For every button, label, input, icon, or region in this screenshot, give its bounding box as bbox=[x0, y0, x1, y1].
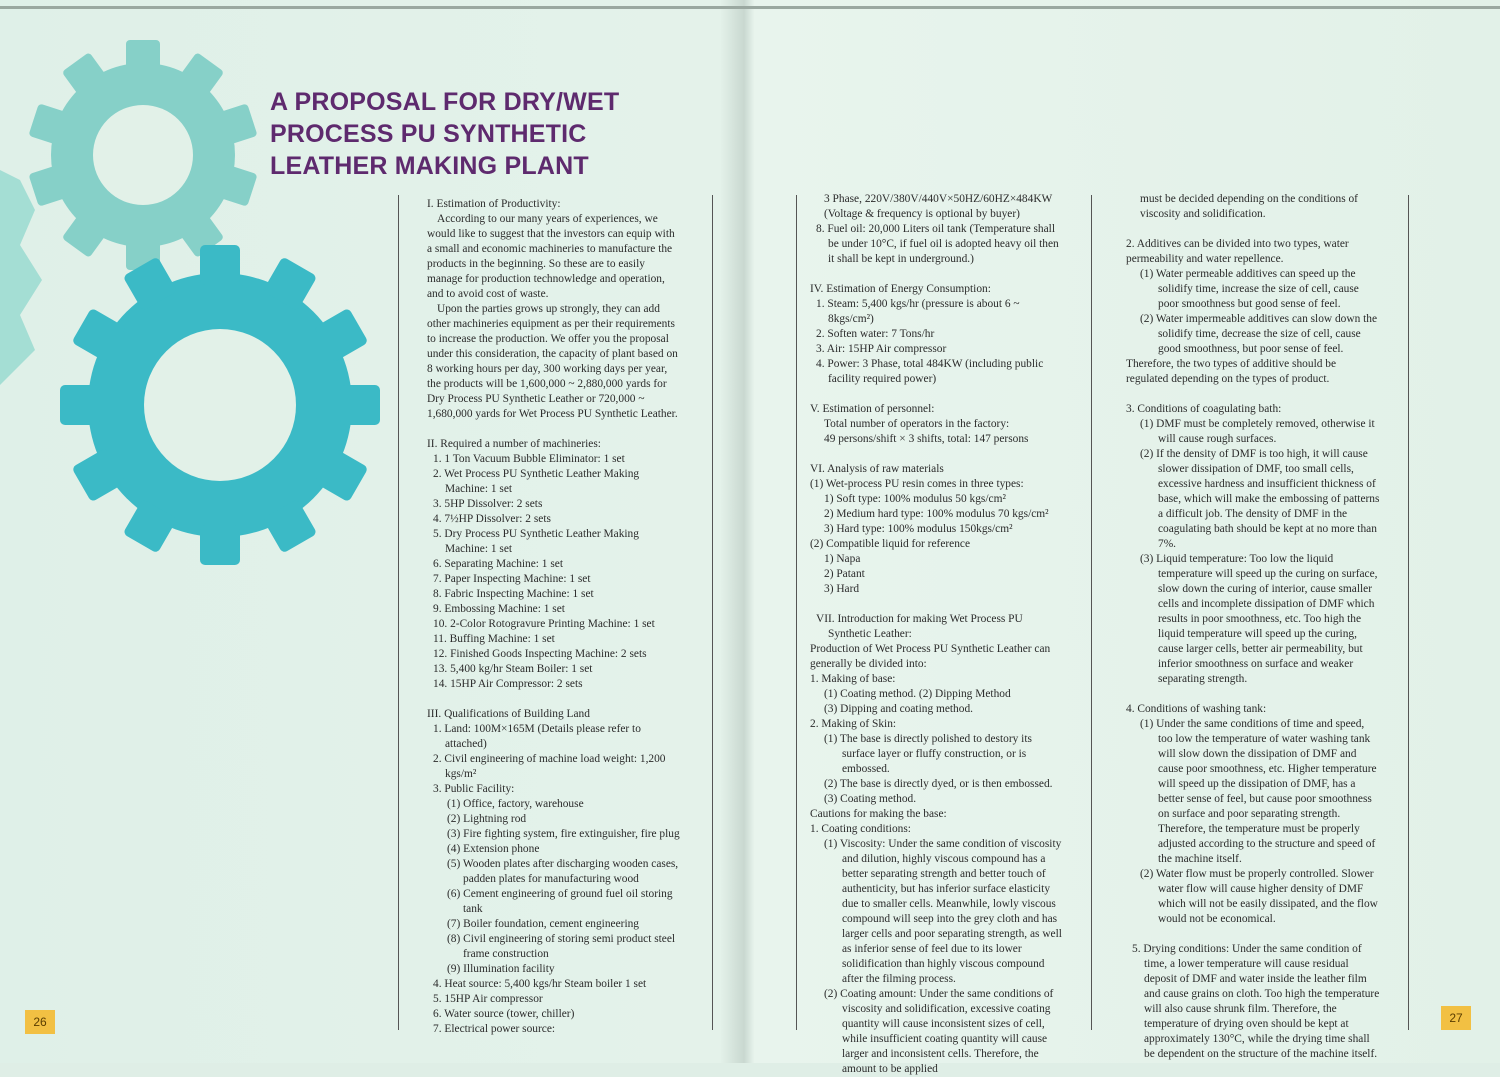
text-line: 5. 15HP Air compressor bbox=[433, 993, 543, 1005]
text-line: 7. Electrical power source: bbox=[433, 1023, 556, 1035]
text-line: (1) Water permeable additives can speed up the solidify time, increase the size of cell, cause poor smoothness but good sense of feel. bbox=[1140, 268, 1359, 310]
text-line: (1) Coating method. (2) Dipping Method bbox=[824, 688, 1011, 700]
column-rule bbox=[1091, 195, 1092, 1030]
title-line: A PROPOSAL FOR DRY/WET bbox=[270, 88, 620, 116]
text-line: 1. Coating conditions: bbox=[810, 823, 911, 835]
paragraph-gap bbox=[1126, 387, 1380, 402]
text-line: (2) Lightning rod bbox=[447, 813, 527, 825]
page-title bbox=[270, 86, 619, 182]
page-number-left: 26 bbox=[25, 1010, 55, 1034]
text-line: 5. Drying conditions: Under the same condition of time, a lower temperature will cause residual deposit of DMF and water inside the leather film and cause grains on cloth. Too high the temperature will also cause shrunk film. Therefore, the temperature of drying oven should be kept at approximately 130°C, while the drying time shall be dependent on the structure of the machine itself. bbox=[1132, 943, 1380, 1060]
text-line: VII. Introduction for making Wet Process PU Synthetic Leather: bbox=[816, 613, 1023, 640]
gear-icon-dark bbox=[50, 235, 390, 575]
column-rule bbox=[712, 195, 713, 1030]
text-line: According to our many years of experiences, we would like to suggest that the investors can equip with a small and economic machineries to manufacture the products in the beginning. So these are to easily manage for production technowledge and operation, and to avoid cost of waste. bbox=[427, 213, 675, 300]
text-line: 2. Soften water: 7 Tons/hr bbox=[816, 328, 935, 340]
text-line: 3. Air: 15HP Air compressor bbox=[816, 343, 947, 355]
text-line: 2) Medium hard type: 100% modulus 70 kgs/cm² bbox=[824, 508, 1049, 520]
paragraph-gap bbox=[810, 387, 1065, 402]
column-rule bbox=[1408, 195, 1409, 1030]
text-line: (3) Dipping and coating method. bbox=[824, 703, 973, 715]
text-line: Cautions for making the base: bbox=[810, 808, 947, 820]
text-line: (Voltage & frequency is optional by buyer) bbox=[824, 208, 1020, 220]
paragraph-gap bbox=[427, 692, 681, 707]
text-line: (8) Civil engineering of storing semi product steel frame construction bbox=[447, 933, 676, 960]
text-line: 1. Land: 100M×165M (Details please refer to attached) bbox=[433, 723, 641, 750]
text-line: Total number of operators in the factory: bbox=[824, 418, 1010, 430]
text-line: 12. Finished Goods Inspecting Machine: 2 sets bbox=[433, 648, 647, 660]
text-line: (9) Illumination facility bbox=[447, 963, 555, 975]
text-line: 3. Conditions of coagulating bath: bbox=[1126, 403, 1282, 415]
text-line: 3) Hard bbox=[824, 583, 860, 595]
text-column-1 bbox=[427, 197, 681, 1037]
title-line: PROCESS PU SYNTHETIC bbox=[270, 120, 587, 148]
text-line: 2. Making of Skin: bbox=[810, 718, 897, 730]
text-line: 10. 2-Color Rotogravure Printing Machine: 1 set bbox=[433, 618, 655, 630]
text-line: III. Qualifications of Building Land bbox=[427, 708, 590, 720]
text-line: 3 Phase, 220V/380V/440V×50HZ/60HZ×484KW bbox=[824, 193, 1053, 205]
text-line: 1) Napa bbox=[824, 553, 861, 565]
text-line: (2) The base is directly dyed, or is then embossed. bbox=[824, 778, 1053, 790]
text-line: 2. Wet Process PU Synthetic Leather Making Machine: 1 set bbox=[433, 468, 640, 495]
paragraph-gap bbox=[1126, 222, 1380, 237]
text-line: IV. Estimation of Energy Consumption: bbox=[810, 283, 991, 295]
text-line: 13. 5,400 kg/hr Steam Boiler: 1 set bbox=[433, 663, 593, 675]
text-line: 3) Hard type: 100% modulus 150kgs/cm² bbox=[824, 523, 1013, 535]
text-line: (1) DMF must be completely removed, otherwise it will cause rough surfaces. bbox=[1140, 418, 1375, 445]
text-line: (1) Under the same conditions of time and speed, too low the temperature of water washing tank will slow down the dissipation of DMF and cause poor smoothness, etc. Higher temperature will speed up the dissipation of DMF, has a better sense of feel, but cause poor smoothness on surface and poor separating strength. Therefore, the temperature must be properly adjusted according to the structure and speed of the machine itself. bbox=[1140, 718, 1377, 865]
text-line: 8. Fabric Inspecting Machine: 1 set bbox=[433, 588, 594, 600]
text-line: I. Estimation of Productivity: bbox=[427, 198, 561, 210]
text-line: 11. Buffing Machine: 1 set bbox=[433, 633, 555, 645]
text-line: VI. Analysis of raw materials bbox=[810, 463, 944, 475]
paragraph-gap bbox=[427, 422, 681, 437]
text-line: (3) Fire fighting system, fire extinguisher, fire plug bbox=[447, 828, 680, 840]
paragraph-gap bbox=[1126, 687, 1380, 702]
text-column-3 bbox=[1126, 192, 1380, 1062]
text-line: 14. 15HP Air Compressor: 2 sets bbox=[433, 678, 583, 690]
text-line: 5. Dry Process PU Synthetic Leather Making Machine: 1 set bbox=[433, 528, 639, 555]
text-line: V. Estimation of personnel: bbox=[810, 403, 935, 415]
text-line: 3. 5HP Dissolver: 2 sets bbox=[433, 498, 543, 510]
text-line: (2) Water impermeable additives can slow down the solidify time, decrease the size of cell, cause good smoothness, but poor sense of feel. bbox=[1140, 313, 1378, 355]
paragraph-gap bbox=[1126, 927, 1380, 942]
text-line: 1) Soft type: 100% modulus 50 kgs/cm² bbox=[824, 493, 1006, 505]
text-line: (1) The base is directly polished to destory its surface layer or fluffy construction, or is embossed. bbox=[824, 733, 1032, 775]
paragraph-gap bbox=[810, 267, 1065, 282]
text-line: 3. Public Facility: bbox=[433, 783, 515, 795]
text-line: Upon the parties grows up strongly, they can add other machineries equipment as per their requirements to increase the production. We offer you the proposal under this consideration, the capacity of plant based on 8 working hours per day, 300 working days per year, the products will be 1,600,000 ~ 2,880,000 yards for Dry Process PU Synthetic Leather or 720,000 ~ 1,680,000 yards for Wet Process PU Synthetic Leather. bbox=[427, 303, 678, 420]
text-line: 2. Additives can be divided into two types, water permeability and water repellence. bbox=[1126, 238, 1349, 265]
text-line: 4. 7½HP Dissolver: 2 sets bbox=[433, 513, 551, 525]
text-line: 6. Water source (tower, chiller) bbox=[433, 1008, 575, 1020]
text-line: Production of Wet Process PU Synthetic Leather can generally be divided into: bbox=[810, 643, 1051, 670]
text-line: (5) Wooden plates after discharging wooden cases, padden plates for manufacturing wood bbox=[447, 858, 679, 885]
text-line: 1. Steam: 5,400 kgs/hr (pressure is about 6 ~ 8kgs/cm²) bbox=[816, 298, 1020, 325]
text-line: must be decided depending on the conditions of viscosity and solidification. bbox=[1140, 193, 1358, 220]
text-line: 9. Embossing Machine: 1 set bbox=[433, 603, 565, 615]
text-line: (7) Boiler foundation, cement engineering bbox=[447, 918, 639, 930]
text-line: (3) Coating method. bbox=[824, 793, 917, 805]
text-line: (1) Office, factory, warehouse bbox=[447, 798, 584, 810]
text-line: 1. Making of base: bbox=[810, 673, 896, 685]
column-rule bbox=[398, 195, 399, 1030]
top-edge bbox=[0, 6, 1500, 9]
text-line: (4) Extension phone bbox=[447, 843, 540, 855]
text-line: (1) Viscosity: Under the same condition of viscosity and dilution, highly viscous compound has a better separating strength and better touch of authenticity, but has inferior surface elasticity due to smaller cells. Meanwhile, lowly viscous compound will seep into the grey cloth and has larger cells and poor separating strength, as well as inferior sense of feel due to its lower solidification than highly viscous compound after the filming process. bbox=[824, 838, 1062, 985]
text-line: 4. Heat source: 5,400 kgs/hr Steam boiler 1 set bbox=[433, 978, 647, 990]
paragraph-gap bbox=[810, 597, 1065, 612]
page-number-right: 27 bbox=[1441, 1006, 1471, 1030]
text-line: (2) Coating amount: Under the same conditions of viscosity and solidification, excessive coating quantity will cause inconsistent sizes of cell, while insufficient coating quantity will cause larger and inconsistent cells. Therefore, the amount to be applied bbox=[824, 988, 1054, 1075]
paragraph-gap bbox=[810, 447, 1065, 462]
text-line: Therefore, the two types of additive should be regulated depending on the types of product. bbox=[1126, 358, 1337, 385]
column-rule bbox=[796, 195, 797, 1030]
text-line: (2) Water flow must be properly controlled. Slower water flow will cause higher density of DMF which will not be easily dissipated, and the flow would not be economical. bbox=[1140, 868, 1378, 925]
text-line: 4. Conditions of washing tank: bbox=[1126, 703, 1267, 715]
text-line: (3) Liquid temperature: Too low the liquid temperature will speed up the curing on surface, slow down the curing of interior, cause smaller cells and incomplete dissipation of DMF which results in poor smoothness, etc. Too high the liquid temperature will speed up the curing, cause larger cells, better air permeability, but inferior smoothness on surface and weaker separating strength. bbox=[1140, 553, 1378, 685]
text-line: 1. 1 Ton Vacuum Bubble Eliminator: 1 set bbox=[433, 453, 625, 465]
text-line: (2) Compatible liquid for reference bbox=[810, 538, 971, 550]
text-line: 4. Power: 3 Phase, total 484KW (including public facility required power) bbox=[816, 358, 1044, 385]
text-line: II. Required a number of machineries: bbox=[427, 438, 601, 450]
text-line: 6. Separating Machine: 1 set bbox=[433, 558, 564, 570]
text-line: 8. Fuel oil: 20,000 Liters oil tank (Temperature shall be under 10°C, if fuel oil is adopted heavy oil then it shall be kept in underground.) bbox=[816, 223, 1059, 265]
text-line: 2) Patant bbox=[824, 568, 865, 580]
text-line: (2) If the density of DMF is too high, it will cause slower dissipation of DMF, too small cells, excessive hardness and insufficient thickness of base, which will make the embossing of patterns a difficult job. The density of DMF in the coagulating bath should be kept at no more than 7%. bbox=[1140, 448, 1380, 550]
text-column-2 bbox=[810, 192, 1065, 1077]
text-line: (6) Cement engineering of ground fuel oil storing tank bbox=[447, 888, 673, 915]
text-line: 2. Civil engineering of machine load weight: 1,200 kgs/m² bbox=[433, 753, 666, 780]
text-line: 49 persons/shift × 3 shifts, total: 147 persons bbox=[824, 433, 1029, 445]
text-line: 7. Paper Inspecting Machine: 1 set bbox=[433, 573, 591, 585]
title-line: LEATHER MAKING PLANT bbox=[270, 152, 589, 180]
text-line: (1) Wet-process PU resin comes in three types: bbox=[810, 478, 1024, 490]
